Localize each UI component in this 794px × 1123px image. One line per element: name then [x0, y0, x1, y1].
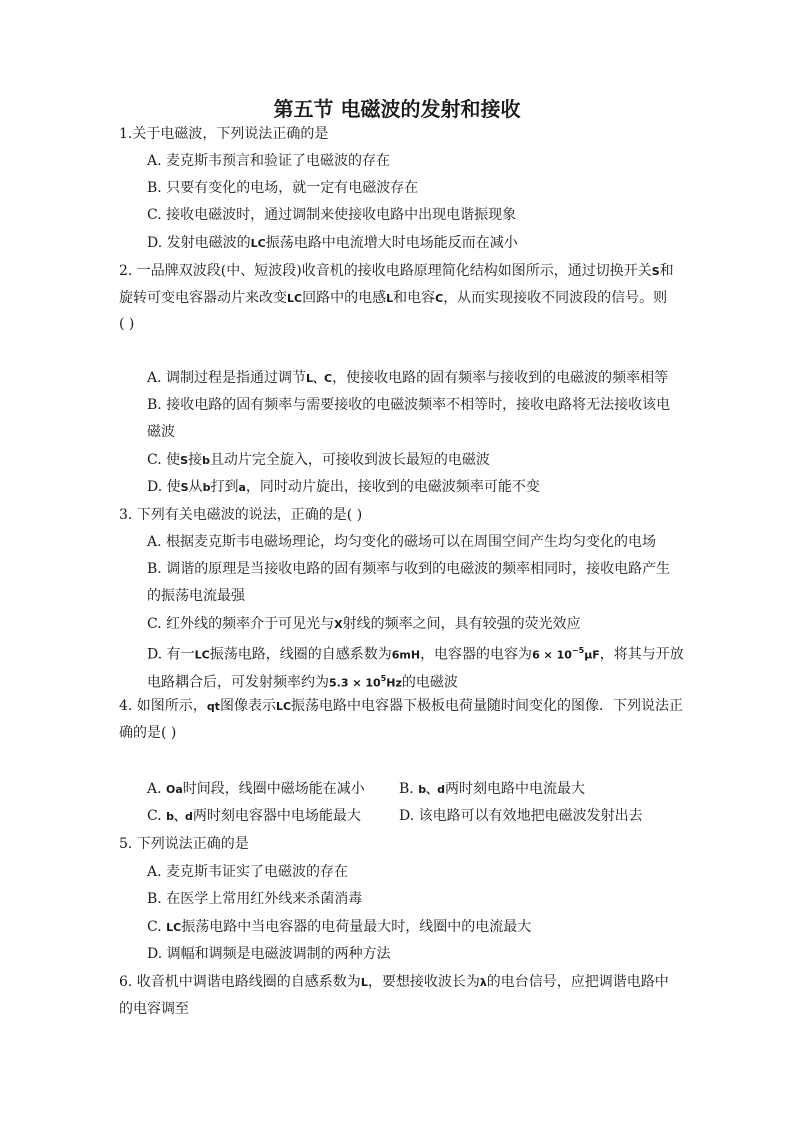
- math-b-d: b、d: [166, 810, 193, 823]
- question-2-stem-line-2: 旋转可变电容器动片来改变LC回路中的电感L和电容C，从而实现接收不同波段的信号。则: [119, 290, 668, 306]
- math-lc: LC: [194, 648, 210, 662]
- question-1-option-a: A. 麦克斯韦预言和验证了电磁波的存在: [147, 153, 391, 169]
- question-3-option-b: B. 调谐的原理是当接收电路的固有频率与收到的电磁波的频率相同时，接收电路产生: [147, 561, 671, 577]
- math-lc: LC: [287, 292, 303, 305]
- math-l: L: [360, 976, 368, 989]
- question-3-option-a: A. 根据麦克斯韦电磁场理论，均匀变化的磁场可以在周围空间产生均匀变化的电场: [147, 534, 657, 550]
- question-3-option-d-cont: 电路耦合后，可发射频率约为$5.3 \times 10^5Hz$的电磁波: [147, 674, 458, 691]
- question-5-option-c: C. LC振荡电路中当电容器的电荷量最大时，线圈中的电流最大: [147, 919, 532, 935]
- math-qt: qt: [206, 700, 220, 713]
- question-2-option-b-cont: 磁波: [147, 424, 175, 440]
- math-s: S: [180, 481, 189, 494]
- math-lc: LC: [275, 700, 292, 713]
- math-l-c: L、C: [306, 372, 333, 385]
- math-capacitance: 6 × 10: [532, 648, 572, 662]
- question-4-stem-line-1: 4. 如图所示，qt图像表示LC振荡电路中电容器下极板电荷量随时间变化的图像．下列说法正: [119, 698, 684, 714]
- math-unit: μF: [584, 648, 600, 662]
- math-lambda: λ: [479, 976, 487, 989]
- math-x: X: [334, 618, 343, 631]
- question-4-option-d: D. 该电路可以有效地把电磁波发射出去: [399, 808, 643, 824]
- math-lc: LC: [166, 921, 182, 934]
- question-3-option-c: C. 红外线的频率介于可见光与X射线的频率之间，具有较强的荧光效应: [147, 616, 581, 632]
- question-2-stem-line-1: 2. 一品牌双波段(中、短波段)收音机的接收电路原理简化结构如图所示，通过切换开关S和: [119, 263, 674, 279]
- question-1-stem: 1.关于电磁波，下列说法正确的是: [119, 126, 329, 142]
- math-frequency: 5.3 × 10: [329, 676, 381, 690]
- question-5-option-a: A. 麦克斯韦证实了电磁波的存在: [147, 864, 349, 880]
- question-2-option-c: C. 使S接b且动片完全旋入，可接收到波长最短的电磁波: [147, 452, 490, 468]
- math-s: S: [651, 265, 660, 278]
- question-5-stem: 5. 下列说法正确的是: [119, 836, 249, 852]
- math-exponent: −5: [571, 646, 585, 655]
- math-a: a: [238, 481, 246, 494]
- question-2-option-d: D. 使S从b打到a，同时动片旋出，接收到的电磁波频率可能不变: [147, 479, 540, 495]
- math-b-d: b、d: [418, 783, 445, 796]
- math-b: b: [202, 481, 211, 494]
- math-l: L: [386, 292, 394, 305]
- page-title: 第五节 电磁波的发射和接收: [273, 97, 521, 121]
- question-4-option-a: A. Oa时间段，线圈中磁场能在减小: [147, 781, 365, 797]
- question-1-option-b: B. 只要有变化的电场，就一定有电磁波存在: [147, 180, 419, 196]
- math-exponent: 5: [380, 674, 387, 683]
- question-3-option-b-cont: 的振荡电流最强: [147, 588, 245, 604]
- math-inductance: 6mH: [391, 648, 421, 662]
- math-lc: LC: [250, 237, 266, 250]
- question-2-option-b: B. 接收电路的固有频率与需要接收的电磁波频率不相等时，接收电路将无法接收该电: [147, 397, 671, 413]
- math-c: C: [435, 292, 444, 305]
- math-s: S: [180, 454, 189, 467]
- question-4-option-b: B. b、d两时刻电路中电流最大: [399, 781, 585, 797]
- question-1-option-d: D. 发射电磁波的LC振荡电路中电流增大时电场能反而在减小: [147, 235, 518, 251]
- question-6-stem-line-2: 的电容调至: [119, 1001, 189, 1017]
- math-unit: Hz: [386, 676, 402, 690]
- math-b: b: [202, 454, 210, 467]
- question-4-option-c: C. b、d两时刻电容器中电场能最大: [147, 808, 361, 824]
- question-4-stem-line-2: 确的是( ): [119, 725, 177, 741]
- question-2-answer-bracket: ( ): [119, 316, 135, 332]
- question-5-option-d: D. 调幅和调频是电磁波调制的两种方法: [147, 946, 391, 962]
- math-oa: Oa: [166, 783, 183, 796]
- question-2-option-a: A. 调制过程是指通过调节L、C，使接收电路的固有频率与接收到的电磁波的频率相等: [147, 370, 669, 386]
- question-6-stem-line-1: 6. 收音机中调谐电路线圈的自感系数为L，要想接收波长为λ的电台信号，应把调谐电路中: [119, 974, 669, 990]
- question-3-stem: 3. 下列有关电磁波的说法，正确的是( ): [119, 507, 363, 523]
- question-1-option-c: C. 接收电磁波时，通过调制来使接收电路中出现电谐振现象: [147, 207, 517, 223]
- question-5-option-b: B. 在医学上常用红外线来杀菌消毒: [147, 891, 363, 907]
- question-3-option-d: D. 有一LC振荡电路，线圈的自感系数为6mH，电容器的电容为$6 \times 10^{-5}\mu F$，将其与开放: [147, 646, 684, 663]
